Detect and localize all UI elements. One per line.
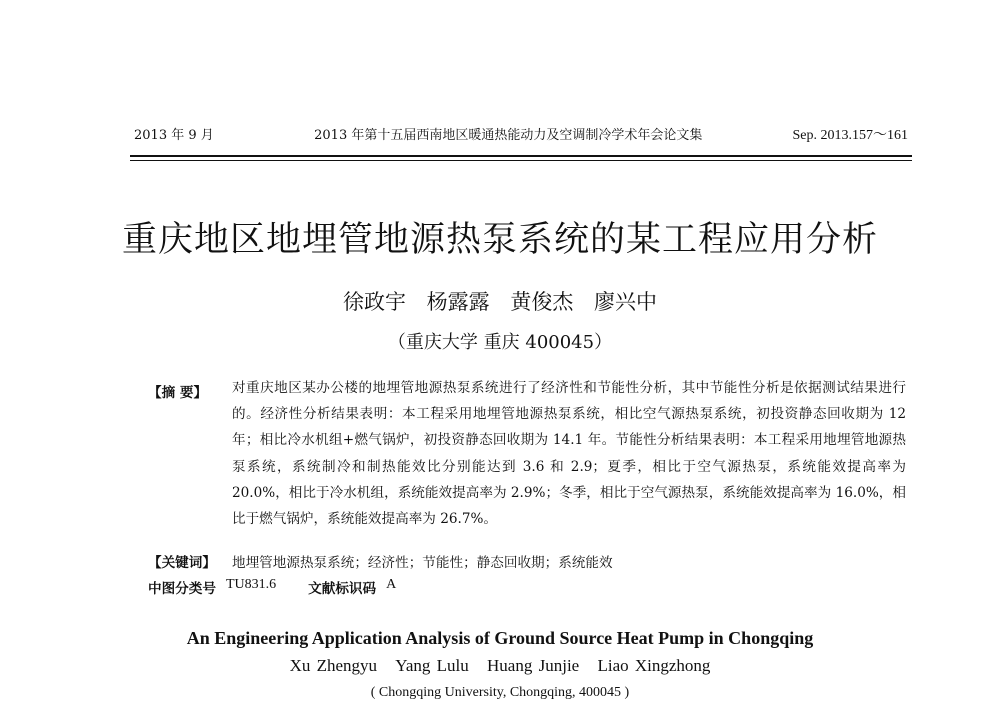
header-rule-thick [130, 155, 912, 157]
english-author: Yang Lulu [395, 656, 469, 675]
running-header [134, 124, 908, 144]
doc-code-value: A [386, 577, 397, 592]
english-author: Xu Zhengyu [289, 656, 378, 675]
english-author: Liao Xingzhong [597, 656, 711, 675]
english-affiliation: ( Chongqing University, Chongqing, 400045 ) [370, 685, 630, 700]
keywords-label: 【关键词】 [148, 555, 216, 571]
keywords-text: 地埋管地源热泵系统；经济性；节能性；静态回收期；系统能效 [232, 555, 613, 571]
abstract-label: 【摘 要】 [148, 385, 208, 401]
english-title: An Engineering Application Analysis of Ground Source Heat Pump in Chongqing [186, 628, 814, 648]
clc-value: TU831.6 [225, 577, 277, 592]
affiliation: （重庆大学 重庆 400045） [387, 332, 613, 353]
header-date: 2013 年 9 月 [134, 128, 214, 143]
english-author: Huang Junjie [487, 656, 580, 675]
abstract-text: 对重庆地区某办公楼的地埋管地源热泵系统进行了经济性和节能性分析，其中节能性分析是依据测试结果进行的。经济性分析结果表明：本工程采用地埋管地源热泵系统，相比空气源热泵系统，初投资静态回收期为 12 年；相比冷水机组+燃气锅炉，初投资静态回收期为 14.1 年。节能性分析结果表明：本工程采用地埋管地源热泵系统，系统制冷和制热能效比分别能达到 3.6 和 2.9；夏季，相比于空气源热泵，系统能效提高率为 20.0%，相比于冷水机组，系统能效提高率为 2.9%；冬季，相比于空气源热泵，系统能效提高率为 16.0%，相比于燃气锅炉，系统能效提高率为 26.7%。 [232, 380, 906, 528]
header-pages: Sep. 2013.157～161 [792, 128, 908, 143]
english-author-list [0, 656, 1000, 676]
doc-code-label: 文献标识码 [308, 581, 377, 597]
clc-label: 中图分类号 [148, 581, 216, 597]
abstract [148, 381, 906, 532]
header-rule-thin [130, 160, 912, 161]
header-proceedings: 2013 年第十五届西南地区暖通热能动力及空调制冷学术年会论文集 [314, 128, 703, 143]
classification-line [148, 577, 396, 597]
keywords [148, 551, 906, 571]
author-list: 徐政宇 杨露露 黄俊杰 廖兴中 [342, 290, 658, 314]
paper-title: 重庆地区地埋管地源热泵系统的某工程应用分析 [121, 220, 878, 260]
